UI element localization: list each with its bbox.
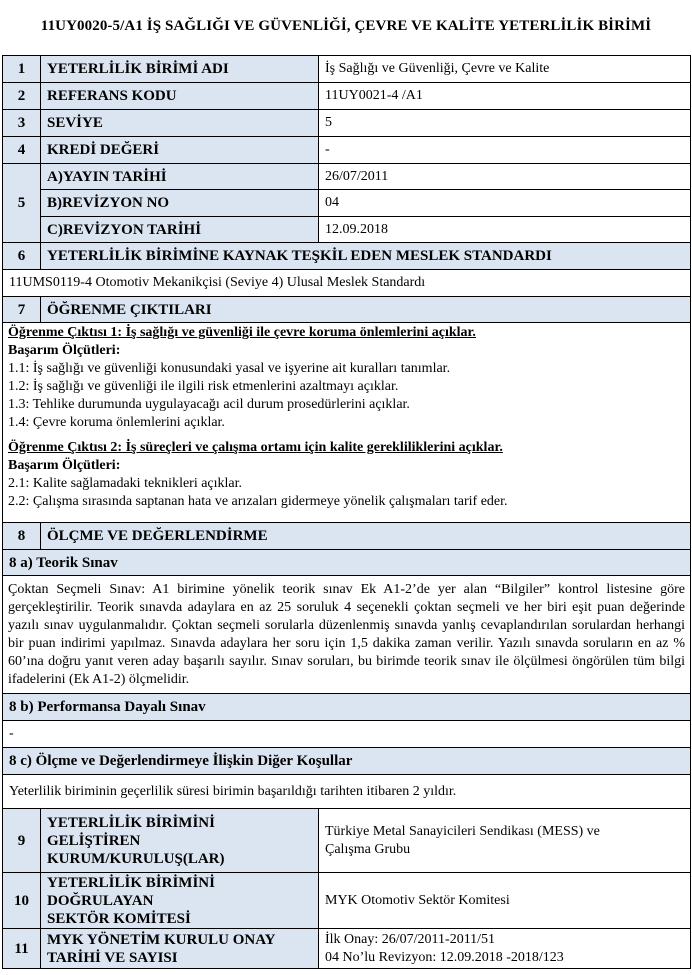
criterion-2-2: 2.2: Çalışma sırasında saptanan hata ve arızaları gidermeye yönelik çalışmaları tarif eder. xyxy=(8,494,508,509)
revision-no-value: 04 xyxy=(319,190,691,217)
row-6 xyxy=(3,243,691,270)
performance-exam-text: - xyxy=(3,721,691,748)
row-8 xyxy=(3,523,691,550)
row-3 xyxy=(3,110,691,137)
revision-no-label: B)REVİZYON NO xyxy=(41,190,319,217)
developer-value-line-2: Çalışma Grubu xyxy=(325,841,411,857)
row-9 xyxy=(3,809,691,873)
outcome-1-title: Öğrenme Çıktısı 1: İş sağlığı ve güvenliği ile çevre koruma önlemlerini açıklar. xyxy=(8,325,476,340)
row-number: 6 xyxy=(3,243,41,270)
performance-exam-title: 8 b) Performansa Dayalı Sınav xyxy=(3,694,691,721)
theory-exam-cell xyxy=(3,576,691,694)
developer-label-line-2: GELİŞTİREN xyxy=(47,832,141,849)
developer-value-line-1: Türkiye Metal Sanayicileri Sendikası (MESS) ve xyxy=(325,823,600,839)
criterion-1-4: 1.4: Çevre koruma önlemlerini açıklar. xyxy=(8,415,225,430)
verifier-value: MYK Otomotiv Sektör Komitesi xyxy=(319,873,691,929)
unit-table xyxy=(2,55,691,969)
page-title: 11UY0020-5/A1 İŞ SAĞLIĞI VE GÜVENLİĞİ, ÇEVRE VE KALİTE YETERLİLİK BİRİMİ xyxy=(40,18,652,34)
criterion-1-3: 1.3: Tehlike durumunda uygulayacağı acil durum prosedürlerini açıklar. xyxy=(8,397,410,412)
row-number: 5 xyxy=(3,164,41,243)
row-8c xyxy=(3,748,691,775)
row-number: 7 xyxy=(3,297,41,323)
row-5a xyxy=(3,164,691,190)
unit-name-label: YETERLİLİK BİRİMİ ADI xyxy=(41,56,319,83)
row-8c-content xyxy=(3,775,691,809)
developer-label-line-3: KURUM/KURULUŞ(LAR) xyxy=(47,850,225,867)
row-7-content xyxy=(3,323,691,523)
approval-label-line-2: TARİHİ VE SAYISI xyxy=(47,949,178,966)
row-1 xyxy=(3,56,691,83)
reference-code-value: 11UY0021-4 /A1 xyxy=(319,83,691,110)
verifier-label xyxy=(41,873,319,929)
row-number: 11 xyxy=(3,929,41,969)
revision-date-value: 12.09.2018 xyxy=(319,217,691,243)
criterion-1-1: 1.1: İş sağlığı ve güvenliği konusundaki yasal ve işyerine ait kuralları tanımlar. xyxy=(8,361,451,376)
row-8b-content xyxy=(3,721,691,748)
row-number: 2 xyxy=(3,83,41,110)
approval-label-line-1: MYK YÖNETİM KURULU ONAY xyxy=(47,931,276,948)
other-conditions-text: Yeterlilik biriminin geçerlilik süresi birimin başarıldığı tarihten itibaren 2 yıldır. xyxy=(3,775,691,809)
developer-label-line-1: YETERLİLİK BİRİMİNİ xyxy=(47,814,215,831)
approval-value-line-1: İlk Onay: 26/07/2011-2011/51 xyxy=(325,931,496,947)
learning-outcomes-content xyxy=(3,323,691,523)
row-8a-content xyxy=(3,576,691,694)
assessment-label: ÖLÇME VE DEĞERLENDİRME xyxy=(41,523,691,550)
approval-value xyxy=(319,929,691,969)
row-8a xyxy=(3,550,691,576)
outcome-2-criteria-title: Başarım Ölçütleri: xyxy=(8,458,121,473)
theory-exam-title: 8 a) Teorik Sınav xyxy=(3,550,691,576)
row-number: 8 xyxy=(3,523,41,550)
approval-label xyxy=(41,929,319,969)
credit-label: KREDİ DEĞERİ xyxy=(41,137,319,164)
row-8b xyxy=(3,694,691,721)
level-label: SEVİYE xyxy=(41,110,319,137)
developer-value xyxy=(319,809,691,873)
row-5b xyxy=(3,190,691,217)
revision-date-label: C)REVİZYON TARİHİ xyxy=(41,217,319,243)
source-standard-label: YETERLİLİK BİRİMİNE KAYNAK TEŞKİL EDEN MESLEK STANDARDI xyxy=(41,243,691,270)
unit-name-value: İş Sağlığı ve Güvenliği, Çevre ve Kalite xyxy=(319,56,691,83)
developer-label xyxy=(41,809,319,873)
source-standard-value: 11UMS0119-4 Otomotiv Mekanikçisi (Seviye 4) Ulusal Meslek Standardı xyxy=(3,270,691,297)
row-2 xyxy=(3,83,691,110)
publish-date-label: A)YAYIN TARİHİ xyxy=(41,164,319,190)
approval-value-line-2: 04 No’lu Revizyon: 12.09.2018 -2018/123 xyxy=(325,949,564,965)
theory-exam-text: Çoktan Seçmeli Sınav: A1 birimine yönelik teorik sınav Ek A1-2’de yer alan “Bilgiler” kontrol listesine göre gerçekleştirilir. Teorik sınavda adaylara en az 25 soruluk 4 seçenekli çoktan seçmeli ve her biri eşit puan değerinde yazılı sınav uygulanmalıdır. Çoktan seçmeli sorularla düzenlenmiş sınavda yanlış cevaplandırılan sorulardan herhangi bir puan indirimi yapılmaz. Sınavda adaylara her soru için 1,5 dakika zaman verilir. Yazılı sınavda soruların en az % 60’ına doğru yanıt veren aday başarılı sayılır. Sınav soruları, bu birimde teorik sınav ile ölçülmesi öngörülen tüm bilgi ifadelerini (Ek A1-2) ölçmelidir. xyxy=(8,581,685,687)
row-5c xyxy=(3,217,691,243)
learning-outcomes-label: ÖĞRENME ÇIKTILARI xyxy=(41,297,691,323)
verifier-label-line-1: YETERLİLİK BİRİMİNİ xyxy=(47,874,215,891)
row-number: 3 xyxy=(3,110,41,137)
verifier-label-line-3: SEKTÖR KOMİTESİ xyxy=(47,910,191,927)
row-4 xyxy=(3,137,691,164)
level-value: 5 xyxy=(319,110,691,137)
outcome-2-title: Öğrenme Çıktısı 2: İş süreçleri ve çalışma ortamı için kalite gerekliliklerini açıklar. xyxy=(8,440,503,455)
row-11 xyxy=(3,929,691,969)
row-7 xyxy=(3,297,691,323)
reference-code-label: REFERANS KODU xyxy=(41,83,319,110)
publish-date-value: 26/07/2011 xyxy=(319,164,691,190)
row-6-value xyxy=(3,270,691,297)
other-conditions-title: 8 c) Ölçme ve Değerlendirmeye İlişkin Diğer Koşullar xyxy=(3,748,691,775)
row-number: 4 xyxy=(3,137,41,164)
row-10 xyxy=(3,873,691,929)
criterion-1-2: 1.2: İş sağlığı ve güvenliği ile ilgili risk etmenlerini azaltmayı açıklar. xyxy=(8,379,399,394)
credit-value: - xyxy=(319,137,691,164)
verifier-label-line-2: DOĞRULAYAN xyxy=(47,892,154,909)
row-number: 10 xyxy=(3,873,41,929)
row-number: 1 xyxy=(3,56,41,83)
outcome-1-criteria-title: Başarım Ölçütleri: xyxy=(8,343,121,358)
row-number: 9 xyxy=(3,809,41,873)
criterion-2-1: 2.1: Kalite sağlamadaki teknikleri açıklar. xyxy=(8,476,243,491)
